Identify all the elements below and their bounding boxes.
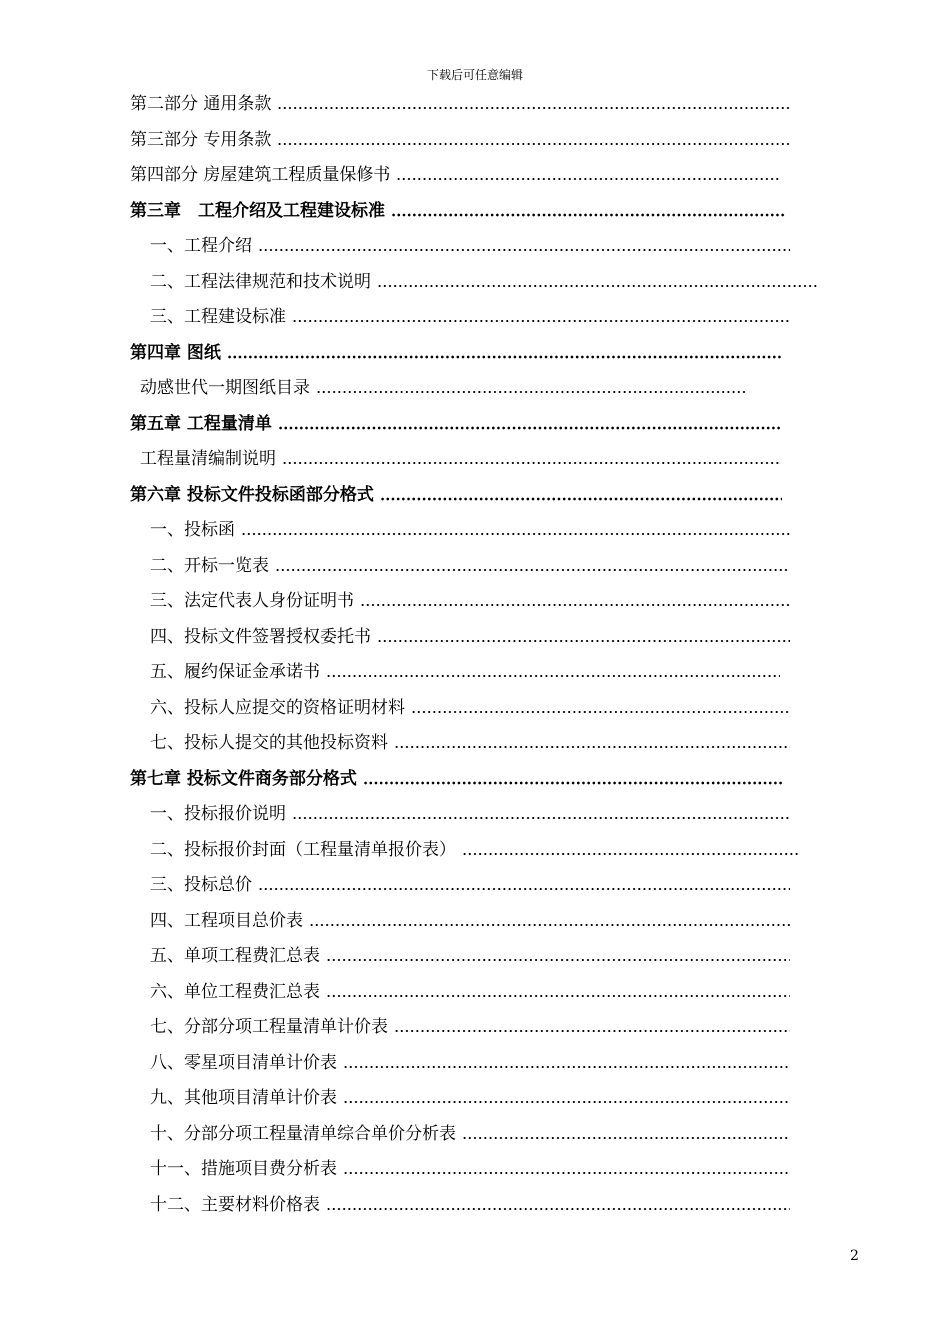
toc-entry-label: 十、分部分项工程量清单综合单价分析表 bbox=[150, 1123, 456, 1144]
toc-entry bbox=[150, 654, 780, 690]
toc-entry-label: 八、零星项目清单计价表 bbox=[150, 1052, 337, 1073]
toc-entry-label: 二、投标报价封面（工程量清单报价表） bbox=[150, 839, 456, 860]
leader-dots bbox=[462, 1116, 790, 1152]
toc-entry-label: 六、单位工程费汇总表 bbox=[150, 981, 320, 1002]
leader-dots bbox=[258, 867, 790, 903]
leader-dots bbox=[326, 938, 790, 974]
toc-entry bbox=[150, 619, 790, 655]
leader-dots bbox=[343, 1045, 790, 1081]
toc-entry-special-terms bbox=[130, 122, 790, 158]
toc-entry-label: 五、履约保证金承诺书 bbox=[150, 662, 320, 682]
leader-dots bbox=[278, 406, 782, 442]
toc-entry-label: 一、工程介绍 bbox=[150, 236, 252, 256]
leader-dots bbox=[391, 193, 785, 229]
leader-dots bbox=[277, 86, 790, 122]
toc-entry-label: 三、投标总价 bbox=[150, 875, 252, 895]
page-number: 2 bbox=[850, 1248, 859, 1264]
toc-entry-label: 七、投标人提交的其他投标资料 bbox=[150, 733, 388, 753]
leader-dots bbox=[275, 548, 790, 584]
leader-dots bbox=[363, 761, 782, 797]
toc-entry-label: 四、工程项目总价表 bbox=[150, 910, 303, 931]
toc-entry bbox=[150, 867, 790, 903]
leader-dots bbox=[394, 725, 790, 761]
toc-entry-label: 十二、主要材料价格表 bbox=[150, 1194, 320, 1215]
toc-entry-label: 第三部分 专用条款 bbox=[130, 129, 272, 150]
toc-entry-label: 工程量清编制说明 bbox=[140, 449, 276, 469]
toc-entry-label: 三、法定代表人身份证明书 bbox=[150, 591, 354, 611]
toc-entry bbox=[140, 370, 748, 406]
toc-entry bbox=[150, 264, 818, 300]
toc-entry-label: 一、投标报价说明 bbox=[150, 804, 286, 824]
toc-entry bbox=[150, 548, 790, 584]
toc-entry bbox=[150, 938, 790, 974]
toc-entry bbox=[140, 441, 780, 477]
leader-dots bbox=[360, 583, 790, 619]
toc-entry bbox=[150, 1116, 790, 1152]
toc-entry bbox=[150, 1151, 790, 1187]
leader-dots bbox=[343, 1080, 790, 1116]
toc-chapter-label: 第六章 投标文件投标函部分格式 bbox=[130, 484, 374, 505]
toc-entry bbox=[150, 974, 790, 1010]
toc-chapter-label: 第三章 工程介绍及工程建设标准 bbox=[130, 200, 385, 221]
leader-dots bbox=[380, 477, 782, 513]
leader-dots bbox=[394, 1009, 790, 1045]
leader-dots bbox=[292, 796, 790, 832]
toc-entry-warranty bbox=[130, 157, 780, 193]
toc-entry-label: 第二部分 通用条款 bbox=[130, 94, 272, 114]
toc-chapter-3 bbox=[130, 193, 785, 229]
toc-entry-label: 六、投标人应提交的资格证明材料 bbox=[150, 697, 405, 718]
leader-dots bbox=[411, 690, 790, 726]
page-header: 下载后可任意编辑 bbox=[426, 68, 523, 82]
toc-entry bbox=[150, 228, 790, 264]
leader-dots bbox=[326, 1187, 790, 1223]
toc-entry bbox=[150, 725, 790, 761]
toc-entry-label: 二、开标一览表 bbox=[150, 555, 269, 576]
toc-entry bbox=[150, 299, 790, 335]
leader-dots bbox=[396, 157, 780, 193]
toc-entry bbox=[150, 1187, 790, 1223]
toc-chapter-label: 第四章 图纸 bbox=[130, 342, 221, 363]
toc-entry bbox=[150, 690, 790, 726]
toc-entry bbox=[150, 796, 790, 832]
toc-entry-label: 五、单项工程费汇总表 bbox=[150, 946, 320, 966]
leader-dots bbox=[326, 654, 780, 690]
leader-dots bbox=[377, 619, 790, 655]
leader-dots bbox=[316, 370, 748, 406]
toc-entry-label: 一、投标函 bbox=[150, 520, 235, 540]
toc-entry-label: 二、工程法律规范和技术说明 bbox=[150, 271, 371, 292]
leader-dots bbox=[462, 832, 800, 868]
leader-dots bbox=[282, 441, 780, 477]
toc-entry bbox=[150, 1009, 790, 1045]
leader-dots bbox=[309, 903, 790, 939]
toc-entry-label: 九、其他项目清单计价表 bbox=[150, 1088, 337, 1108]
toc-entry-label: 第四部分 房屋建筑工程质量保修书 bbox=[130, 165, 391, 185]
toc-entry-general-terms bbox=[130, 86, 790, 122]
toc-entry bbox=[150, 512, 790, 548]
leader-dots bbox=[241, 512, 790, 548]
leader-dots bbox=[343, 1151, 790, 1187]
toc-entry-label: 十一、措施项目费分析表 bbox=[150, 1159, 337, 1179]
toc-chapter-7 bbox=[130, 761, 782, 797]
toc-entry-label: 三、工程建设标准 bbox=[150, 307, 286, 327]
toc-entry bbox=[150, 1045, 790, 1081]
toc-entry bbox=[150, 583, 790, 619]
toc-entry-label: 四、投标文件签署授权委托书 bbox=[150, 626, 371, 647]
toc-entry bbox=[150, 1080, 790, 1116]
toc-entry-label: 动感世代一期图纸目录 bbox=[140, 378, 310, 398]
leader-dots bbox=[277, 122, 790, 158]
toc-chapter-4 bbox=[130, 335, 782, 371]
toc-chapter-label: 第五章 工程量清单 bbox=[130, 413, 272, 434]
leader-dots bbox=[258, 228, 790, 264]
toc-chapter-5 bbox=[130, 406, 782, 442]
toc-chapter-label: 第七章 投标文件商务部分格式 bbox=[130, 768, 357, 789]
toc-entry bbox=[150, 832, 800, 868]
toc-chapter-6 bbox=[130, 477, 782, 513]
toc-entry bbox=[150, 903, 790, 939]
leader-dots bbox=[292, 299, 790, 335]
leader-dots bbox=[377, 264, 818, 300]
leader-dots bbox=[227, 335, 782, 371]
leader-dots bbox=[326, 974, 790, 1010]
toc-entry-label: 七、分部分项工程量清单计价表 bbox=[150, 1017, 388, 1037]
